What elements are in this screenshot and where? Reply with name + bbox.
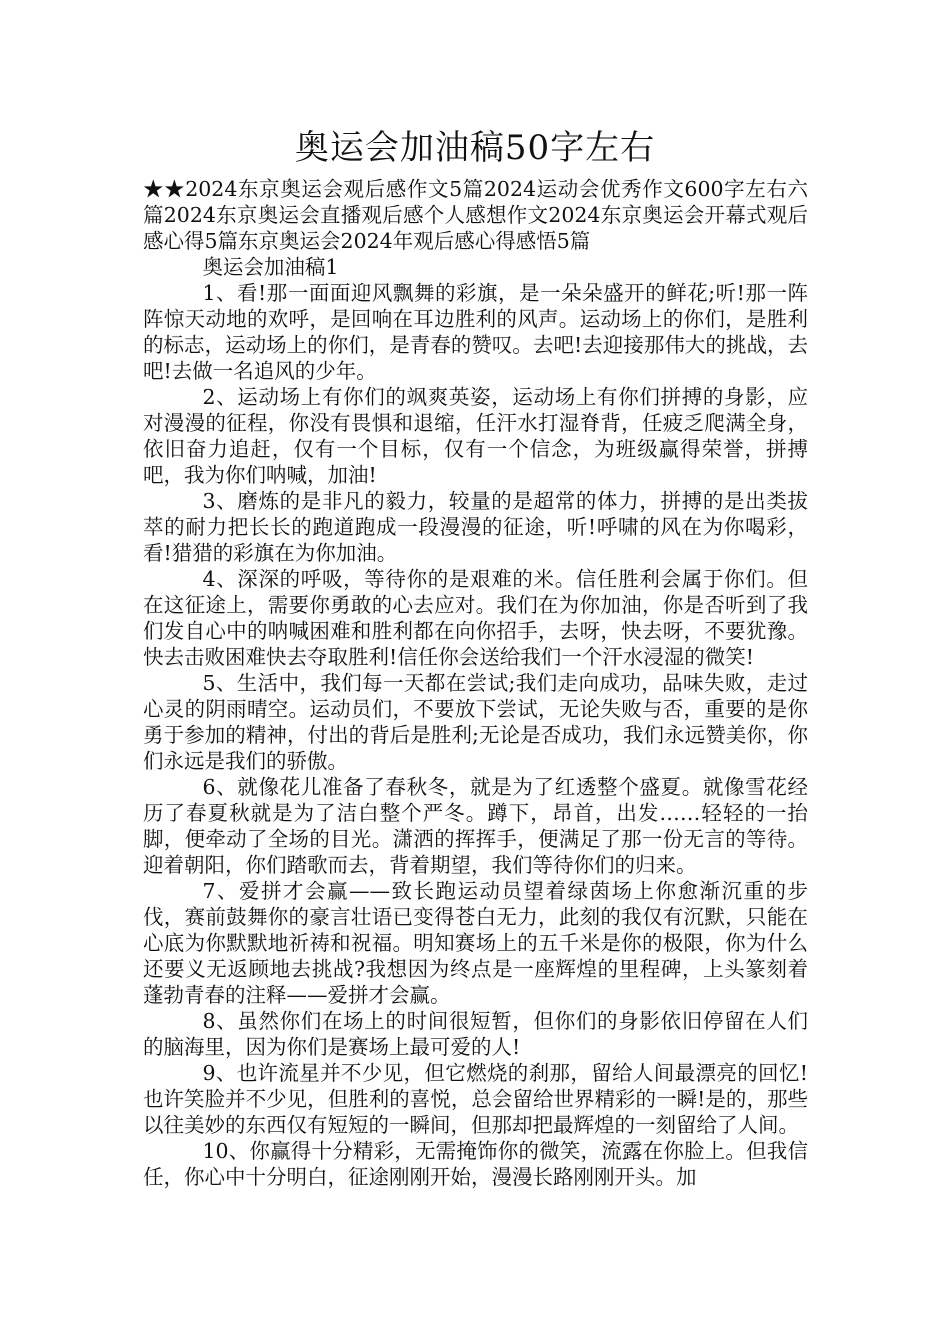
paragraph-8: 8、虽然你们在场上的时间很短暂，但你们的身影依旧停留在人们的脑海里，因为你们是赛场上最可爱的人! bbox=[143, 1009, 808, 1059]
document-title: 奥运会加油稿50字左右 bbox=[294, 128, 656, 168]
paragraph-9: 9、也许流星并不少见，但它燃烧的刹那，留给人间最漂亮的回忆!也许笑脸并不少见，但胜利的喜悦，总会留给世界精彩的一瞬!是的，那些以往美妙的东西仅有短短的一瞬间，但那却把最辉煌的一刻留给了人间。 bbox=[143, 1061, 808, 1137]
section-heading: 奥运会加油稿1 bbox=[202, 255, 339, 279]
paragraph-2: 2、运动场上有你们的飒爽英姿，运动场上有你们拼搏的身影，应对漫漫的征程，你没有畏惧和退缩，任汗水打湿脊背，任疲乏爬满全身，依旧奋力追赶，仅有一个目标，仅有一个信念，为班级赢得荣誉，拼搏吧，我为你们呐喊，加油! bbox=[143, 385, 808, 487]
paragraph-6: 6、就像花儿准备了春秋冬，就是为了红透整个盛夏。就像雪花经历了春夏秋就是为了洁白整个严冬。蹲下，昂首，出发……轻轻的一抬脚，便牵动了全场的目光。潇洒的挥挥手，便满足了那一份无言的等待。迎着朝阳，你们踏歌而去，背着期望，我们等待你们的归来。 bbox=[143, 775, 808, 877]
paragraph-1: 1、看!那一面面迎风飘舞的彩旗，是一朵朵盛开的鲜花;听!那一阵阵惊天动地的欢呼，是回响在耳边胜利的风声。运动场上的你们，是胜利的标志，运动场上的你们，是青春的赞叹。去吧!去迎接那伟大的挑战，去吧!去做一名追风的少年。 bbox=[143, 281, 808, 383]
paragraph-7: 7、爱拼才会赢——致长跑运动员望着绿茵场上你愈渐沉重的步伐，赛前鼓舞你的豪言壮语已变得苍白无力，此刻的我仅有沉默，只能在心底为你默默地祈祷和祝福。明知赛场上的五千米是你的极限，你为什么还要义无返顾地去挑战?我想因为终点是一座辉煌的里程碑，上头篆刻着蓬勃青春的注释——爱拼才会赢。 bbox=[143, 879, 808, 1007]
paragraph-3: 3、磨炼的是非凡的毅力，较量的是超常的体力，拼搏的是出类拔萃的耐力把长长的跑道跑成一段漫漫的征途，听!呼啸的风在为你喝彩，看!猎猎的彩旗在为你加油。 bbox=[143, 489, 808, 565]
document-body bbox=[143, 176, 808, 1190]
paragraph-5: 5、生活中，我们每一天都在尝试;我们走向成功，品味失败，走过心灵的阴雨晴空。运动员们，不要放下尝试，无论失败与否，重要的是你勇于参加的精神，付出的背后是胜利;无论是否成功，我们永远赞美你，你们永远是我们的骄傲。 bbox=[143, 671, 808, 773]
paragraph-4: 4、深深的呼吸，等待你的是艰难的米。信任胜利会属于你们。但在这征途上，需要你勇敢的心去应对。我们在为你加油，你是否听到了我们发自心中的呐喊困难和胜利都在向你招手，去呀，快去呀，不要犹豫。快去击败困难快去夺取胜利!信任你会送给我们一个汗水浸湿的微笑! bbox=[143, 567, 808, 669]
paragraph-10: 10、你赢得十分精彩，无需掩饰你的微笑，流露在你脸上。但我信任，你心中十分明白，征途刚刚开始，漫漫长路刚刚开头。加 bbox=[143, 1139, 808, 1189]
intro-paragraph: ★★2024东京奥运会观后感作文5篇2024运动会优秀作文600字左右六篇2024东京奥运会直播观后感个人感想作文2024东京奥运会开幕式观后感心得5篇东京奥运会2024年观后感心得感悟5篇 bbox=[143, 177, 808, 253]
